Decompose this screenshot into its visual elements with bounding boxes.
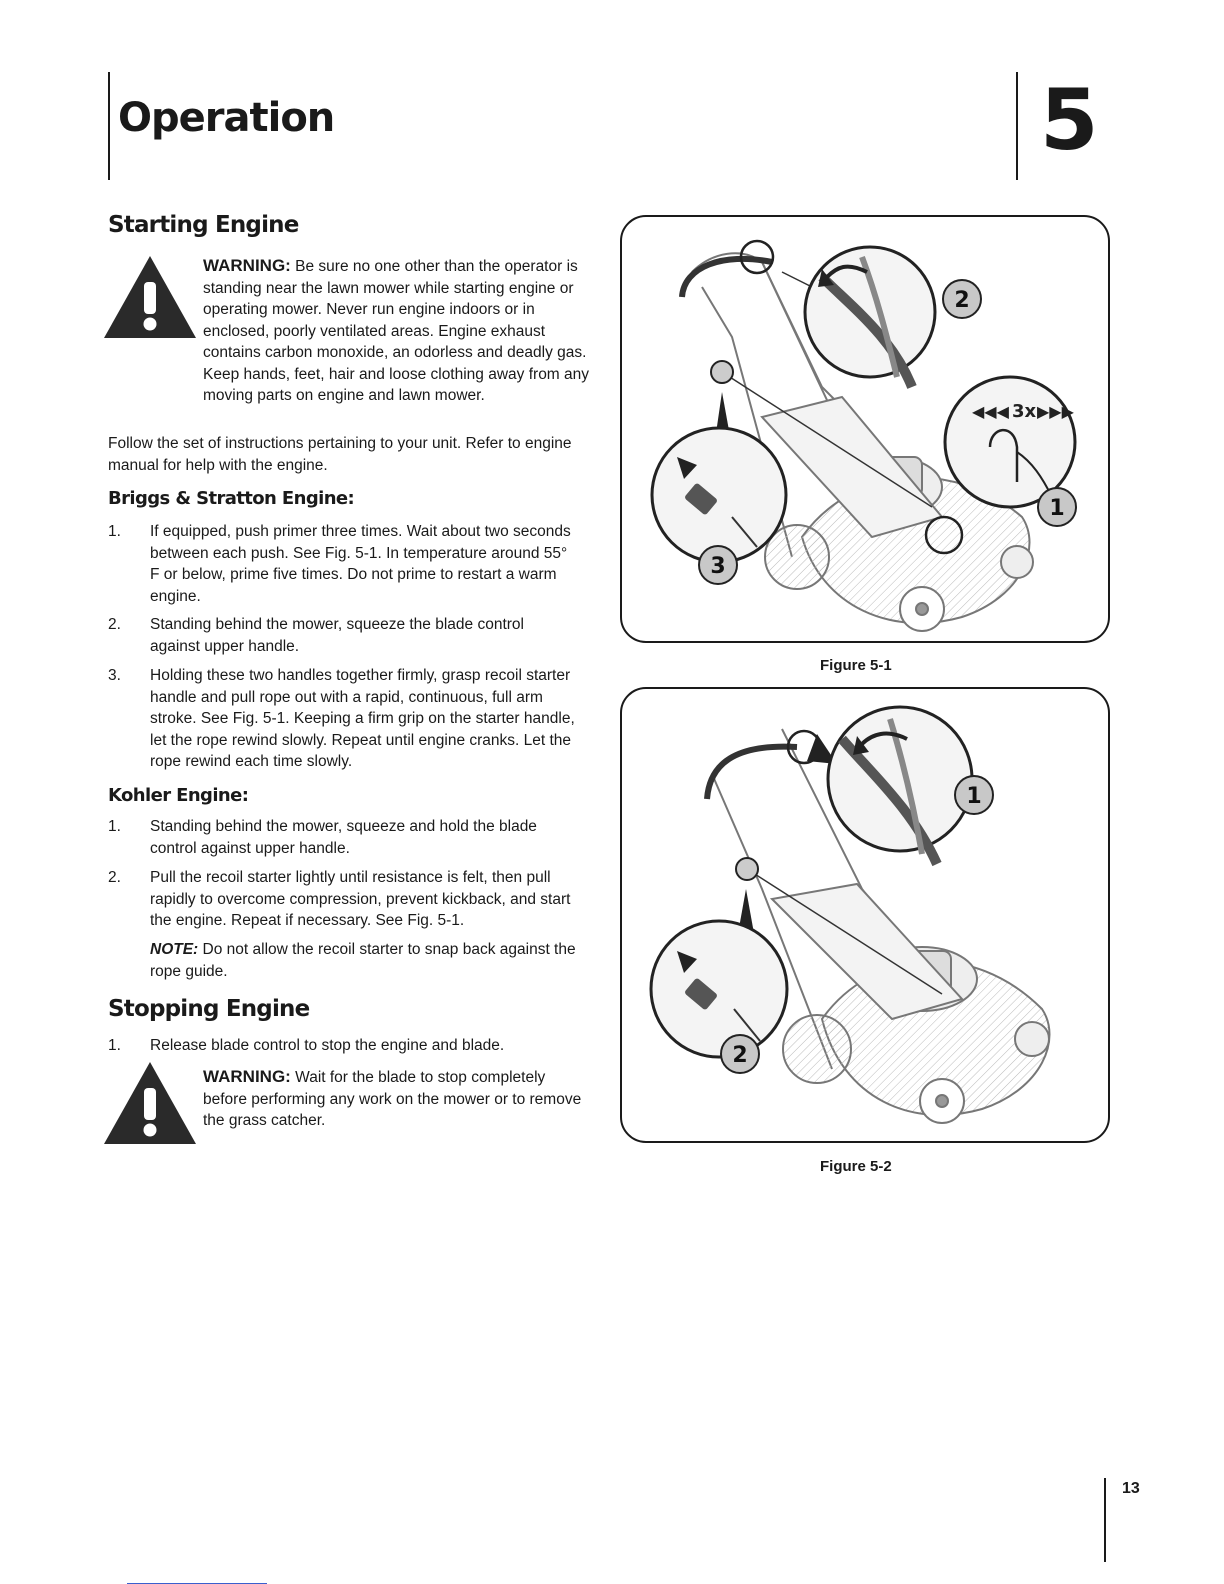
warning-label: WARNING: xyxy=(203,1067,291,1086)
figure-5-2-caption: Figure 5-2 xyxy=(820,1158,892,1175)
page-number: 13 xyxy=(1122,1480,1140,1497)
callout-1: 1 xyxy=(1049,496,1065,521)
warning-text: Wait for the blade to stop completely before performing any work on the mower or to remove the grass catcher. xyxy=(203,1069,582,1129)
kohler-note xyxy=(150,939,590,982)
starting-intro: Follow the set of instructions pertaining to your unit. Refer to engine manual for help with the engine. xyxy=(108,435,572,474)
stopping-warning xyxy=(203,1066,588,1132)
svg-text:◀◀◀: ◀◀◀ xyxy=(972,402,1009,421)
mower-start-illustration xyxy=(622,689,1108,1141)
mower-start-illustration xyxy=(622,217,1108,641)
prime-count-label: 3x xyxy=(1012,401,1037,422)
callout-1: 1 xyxy=(966,784,982,809)
briggs-heading: Briggs & Stratton Engine: xyxy=(108,488,355,509)
figure-5-1-caption: Figure 5-1 xyxy=(820,657,892,674)
chapter-number: 5 xyxy=(1040,71,1099,169)
header-right-rule xyxy=(1016,72,1018,180)
starting-engine-heading: Starting Engine xyxy=(108,212,299,238)
callout-2: 2 xyxy=(954,288,970,313)
footer-rule xyxy=(1104,1478,1106,1562)
callout-2: 2 xyxy=(732,1043,748,1068)
warning-label: WARNING: xyxy=(203,256,291,275)
stopping-engine-heading: Stopping Engine xyxy=(108,996,310,1022)
starting-warning xyxy=(203,255,595,407)
warning-text: Be sure no one other than the operator is standing near the lawn mower while starting engine or operating mower. Never run engine indoors or in enclosed, poorly ventilated areas. Engine exhaust contains carbon monoxide, an odorless and deadly gas. Keep hands, feet, hair and loose clothing away from any moving parts on engine and lawn mower. xyxy=(203,258,590,404)
warning-triangle-icon xyxy=(102,1060,198,1146)
note-text: Do not allow the recoil starter to snap back against the rope guide. xyxy=(150,941,576,980)
warning-triangle-icon xyxy=(102,254,198,340)
callout-3: 3 xyxy=(710,554,726,579)
header-left-rule xyxy=(108,72,110,180)
chapter-title: Operation xyxy=(118,95,335,141)
note-label: NOTE: xyxy=(150,941,199,958)
svg-text:▶▶▶: ▶▶▶ xyxy=(1037,402,1074,421)
figure-5-1 xyxy=(620,215,1110,643)
kohler-heading: Kohler Engine: xyxy=(108,785,249,806)
figure-5-2 xyxy=(620,687,1110,1143)
